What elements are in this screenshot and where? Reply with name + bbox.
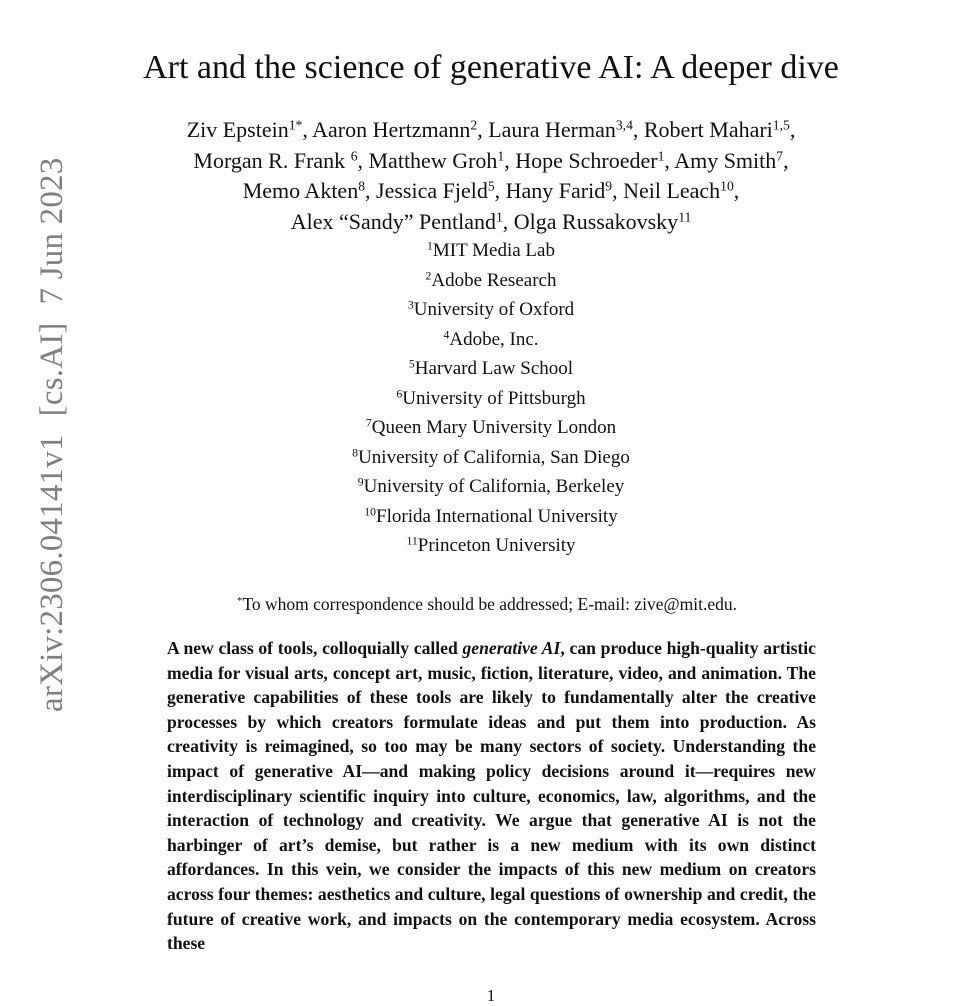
arxiv-date: 7 Jun 2023 [34,157,70,305]
author-name: Robert Mahari [643,117,773,142]
affiliation-name: Adobe, Inc. [449,328,539,350]
affiliation-number: 2 [425,269,432,283]
author-affiliation-marker: 1 [497,148,505,163]
abstract-emphasis: generative AI [462,638,561,658]
author-affiliation-marker: 1 [495,209,503,224]
affiliation-item [0,295,964,325]
author-name: Laura Herman [488,117,616,142]
arxiv-id: arXiv:2306.04141v1 [34,434,70,712]
author-affiliation-marker: 3,4 [615,117,633,133]
arxiv-category: [cs.AI] [34,322,70,417]
author-name: Memo Akten [242,178,359,203]
affiliation-name: Adobe Research [431,269,557,291]
author-name: Amy Smith [674,147,777,173]
affiliation-item [0,531,964,561]
paper-title: Art and the science of generative AI: A deeper dive [143,49,839,86]
affiliation-number: 10 [364,505,377,519]
author-line: Morgan R. Frank $^6$, Matthew Groh$^1$, Hope Schroeder$^1$, Amy Smith$^7$, [193,147,789,173]
correspondence-marker: * [237,595,243,608]
affiliation-name: Harvard Law School [414,358,574,379]
author-name: Hany Farid [505,178,606,203]
affiliation-number: 1 [427,239,433,253]
author-list [0,115,964,237]
affiliation-number: 9 [357,475,364,489]
affiliation-item [0,502,964,532]
author-name: Aaron Hertzmann [312,117,471,142]
affiliation-item [0,472,964,502]
affiliation-item [0,443,964,473]
abstract-text-start: A new class of tools, colloquially called [167,638,463,658]
affiliation-name: Queen Mary University London [371,417,617,438]
author-affiliation-marker: 11 [678,209,692,224]
author-name: Olga Russakovsky [513,208,679,234]
author-affiliation-marker: 2 [470,117,478,133]
affiliation-number: 5 [408,357,415,371]
page-number: 1 [486,986,496,1005]
affiliation-name: University of California, Berkeley [363,476,625,497]
affiliation-item [0,266,964,296]
affiliation-list [0,236,964,561]
affiliation-name: University of Oxford [413,299,575,320]
affiliation-number: 3 [407,298,414,312]
author-affiliation-marker: 7 [776,148,784,163]
affiliation-number: 8 [352,446,359,460]
author-name: Neil Leach [623,178,721,203]
author-name: Jessica Fjeld [376,178,488,203]
correspondence-note [0,592,964,616]
affiliation-name: MIT Media Lab [432,240,555,261]
correspondence-text: To whom correspondence should be addressed; E-mail: zive@mit.edu. [242,594,737,614]
affiliation-number: 11 [406,534,418,548]
abstract [167,636,816,956]
author-name: Matthew Groh [368,147,498,173]
author-affiliation-marker: 1 [657,148,665,163]
author-affiliation-marker: 5 [487,178,495,194]
author-affiliation-marker: 8 [358,178,366,194]
affiliation-number: 7 [365,416,372,430]
affiliation-item [0,354,964,384]
affiliation-item [0,384,964,414]
affiliation-name: University of Pittsburgh [402,387,586,409]
affiliation-number: 6 [396,387,403,401]
affiliation-name: University of California, San Diego [358,446,630,468]
author-name: Hope Schroeder [515,147,658,173]
author-line: Memo Akten$^8$, Jessica Fjeld$^5$, Hany Farid$^9$, Neil Leach$^{10}$, [242,178,740,203]
author-affiliation-marker: 1* [288,117,303,133]
author-name: Alex “Sandy” Pentland [290,208,496,234]
author-line: Alex “Sandy” Pentland$^1$, Olga Russakovsky$^{11}$ [290,208,692,234]
affiliation-name: Florida International University [376,505,618,527]
author-name: Ziv Epstein [186,117,289,142]
author-affiliation-marker: 9 [605,178,613,194]
affiliation-item [0,325,964,355]
affiliation-item [0,236,964,266]
author-affiliation-marker: 1,5 [772,117,790,133]
author-affiliation-marker: 10 [720,178,734,194]
author-name: Morgan R. Frank [193,147,351,173]
affiliation-number: 4 [443,328,450,342]
author-affiliation-marker: 6 [350,148,358,163]
affiliation-item [0,413,964,443]
author-line: Ziv Epstein$^{1*}$, Aaron Hertzmann$^2$, Laura Herman$^{3,4}$, Robert Mahari$^{1,5}$, [186,117,796,142]
affiliation-name: Princeton University [417,535,576,556]
abstract-text-rest: , can produce high-quality artistic media for visual arts, concept art, music, fiction, literature, video, and animation. The generative capabilities of these tools are likely to fundamentally alter the creative processes by which creators formulate ideas and put them into production. As creativity is reimagined, so too may be many sectors of society. Understanding the impact of generative AI—and making policy decisions around it—requires new interdisciplinary scientific inquiry into culture, economics, law, algorithms, and the interaction of technology and creativity. We argue that generative AI is not the harbinger of art’s demise, but rather is a new medium with its own distinct affordances. In this vein, we consider the impacts of this new medium on creators across four themes: aesthetics and culture, legal questions of ownership and credit, the future of creative work, and impacts on the contemporary media ecosystem. Across these [167,638,816,954]
